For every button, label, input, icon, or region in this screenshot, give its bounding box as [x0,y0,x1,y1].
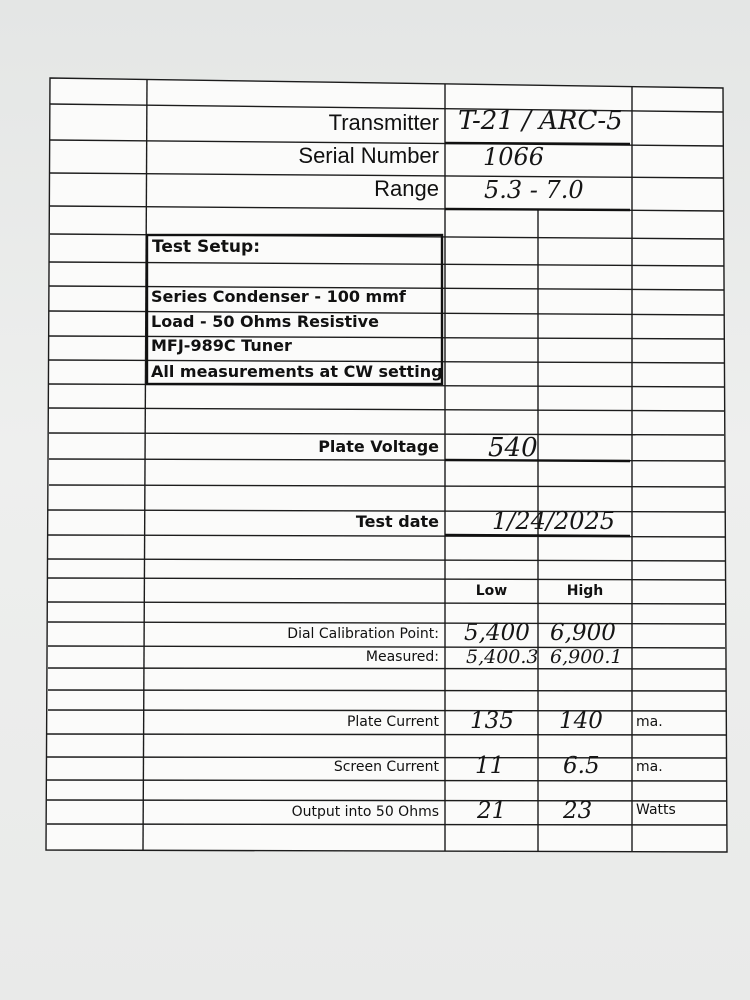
plate-voltage-value: 540 [488,433,538,463]
plate-current-low: 135 [470,708,514,734]
transmitter-value: T-21 / ARC-5 [458,106,623,136]
plate-current-unit: ma. [636,714,663,730]
screen-current-high: 6.5 [563,753,600,779]
output-power-high: 23 [563,798,593,824]
test-setup-title: Test Setup: [152,237,261,257]
serial-number-value: 1066 [483,143,545,171]
plate-current-high: 140 [559,708,603,734]
test-setup-item: Load - 50 Ohms Resistive [151,312,379,331]
dial-calibration-high: 6,900 [550,620,616,646]
measured-high: 6,900.1 [550,646,623,668]
plate-voltage-label: Plate Voltage [318,437,439,456]
measured-label: Measured: [365,649,439,665]
measured-low: 5,400.3 [466,646,539,668]
dial-calibration-label: Dial Calibration Point: [287,626,439,642]
test-date-label: Test date [355,512,439,531]
column-header-high: High [566,583,604,599]
test-setup-item: All measurements at CW setting [151,362,443,381]
dial-calibration-low: 5,400 [464,620,530,646]
range-label: Range [374,176,439,201]
column-header-low: Low [475,583,508,599]
plate-current-label: Plate Current [346,714,439,730]
transmitter-label: Transmitter [328,110,439,135]
output-power-unit: Watts [636,802,676,818]
screen-current-unit: ma. [636,759,663,775]
screen-current-label: Screen Current [333,759,439,775]
serial-number-label: Serial Number [298,143,439,168]
test-setup-item: Series Condenser - 100 mmf [151,287,406,306]
output-power-label: Output into 50 Ohms [291,804,439,820]
test-date-value: 1/24/2025 [492,507,616,535]
range-value: 5.3 - 7.0 [484,176,584,204]
output-power-low: 21 [477,798,507,824]
screen-current-low: 11 [475,753,505,779]
test-setup-item: MFJ-989C Tuner [151,336,292,355]
